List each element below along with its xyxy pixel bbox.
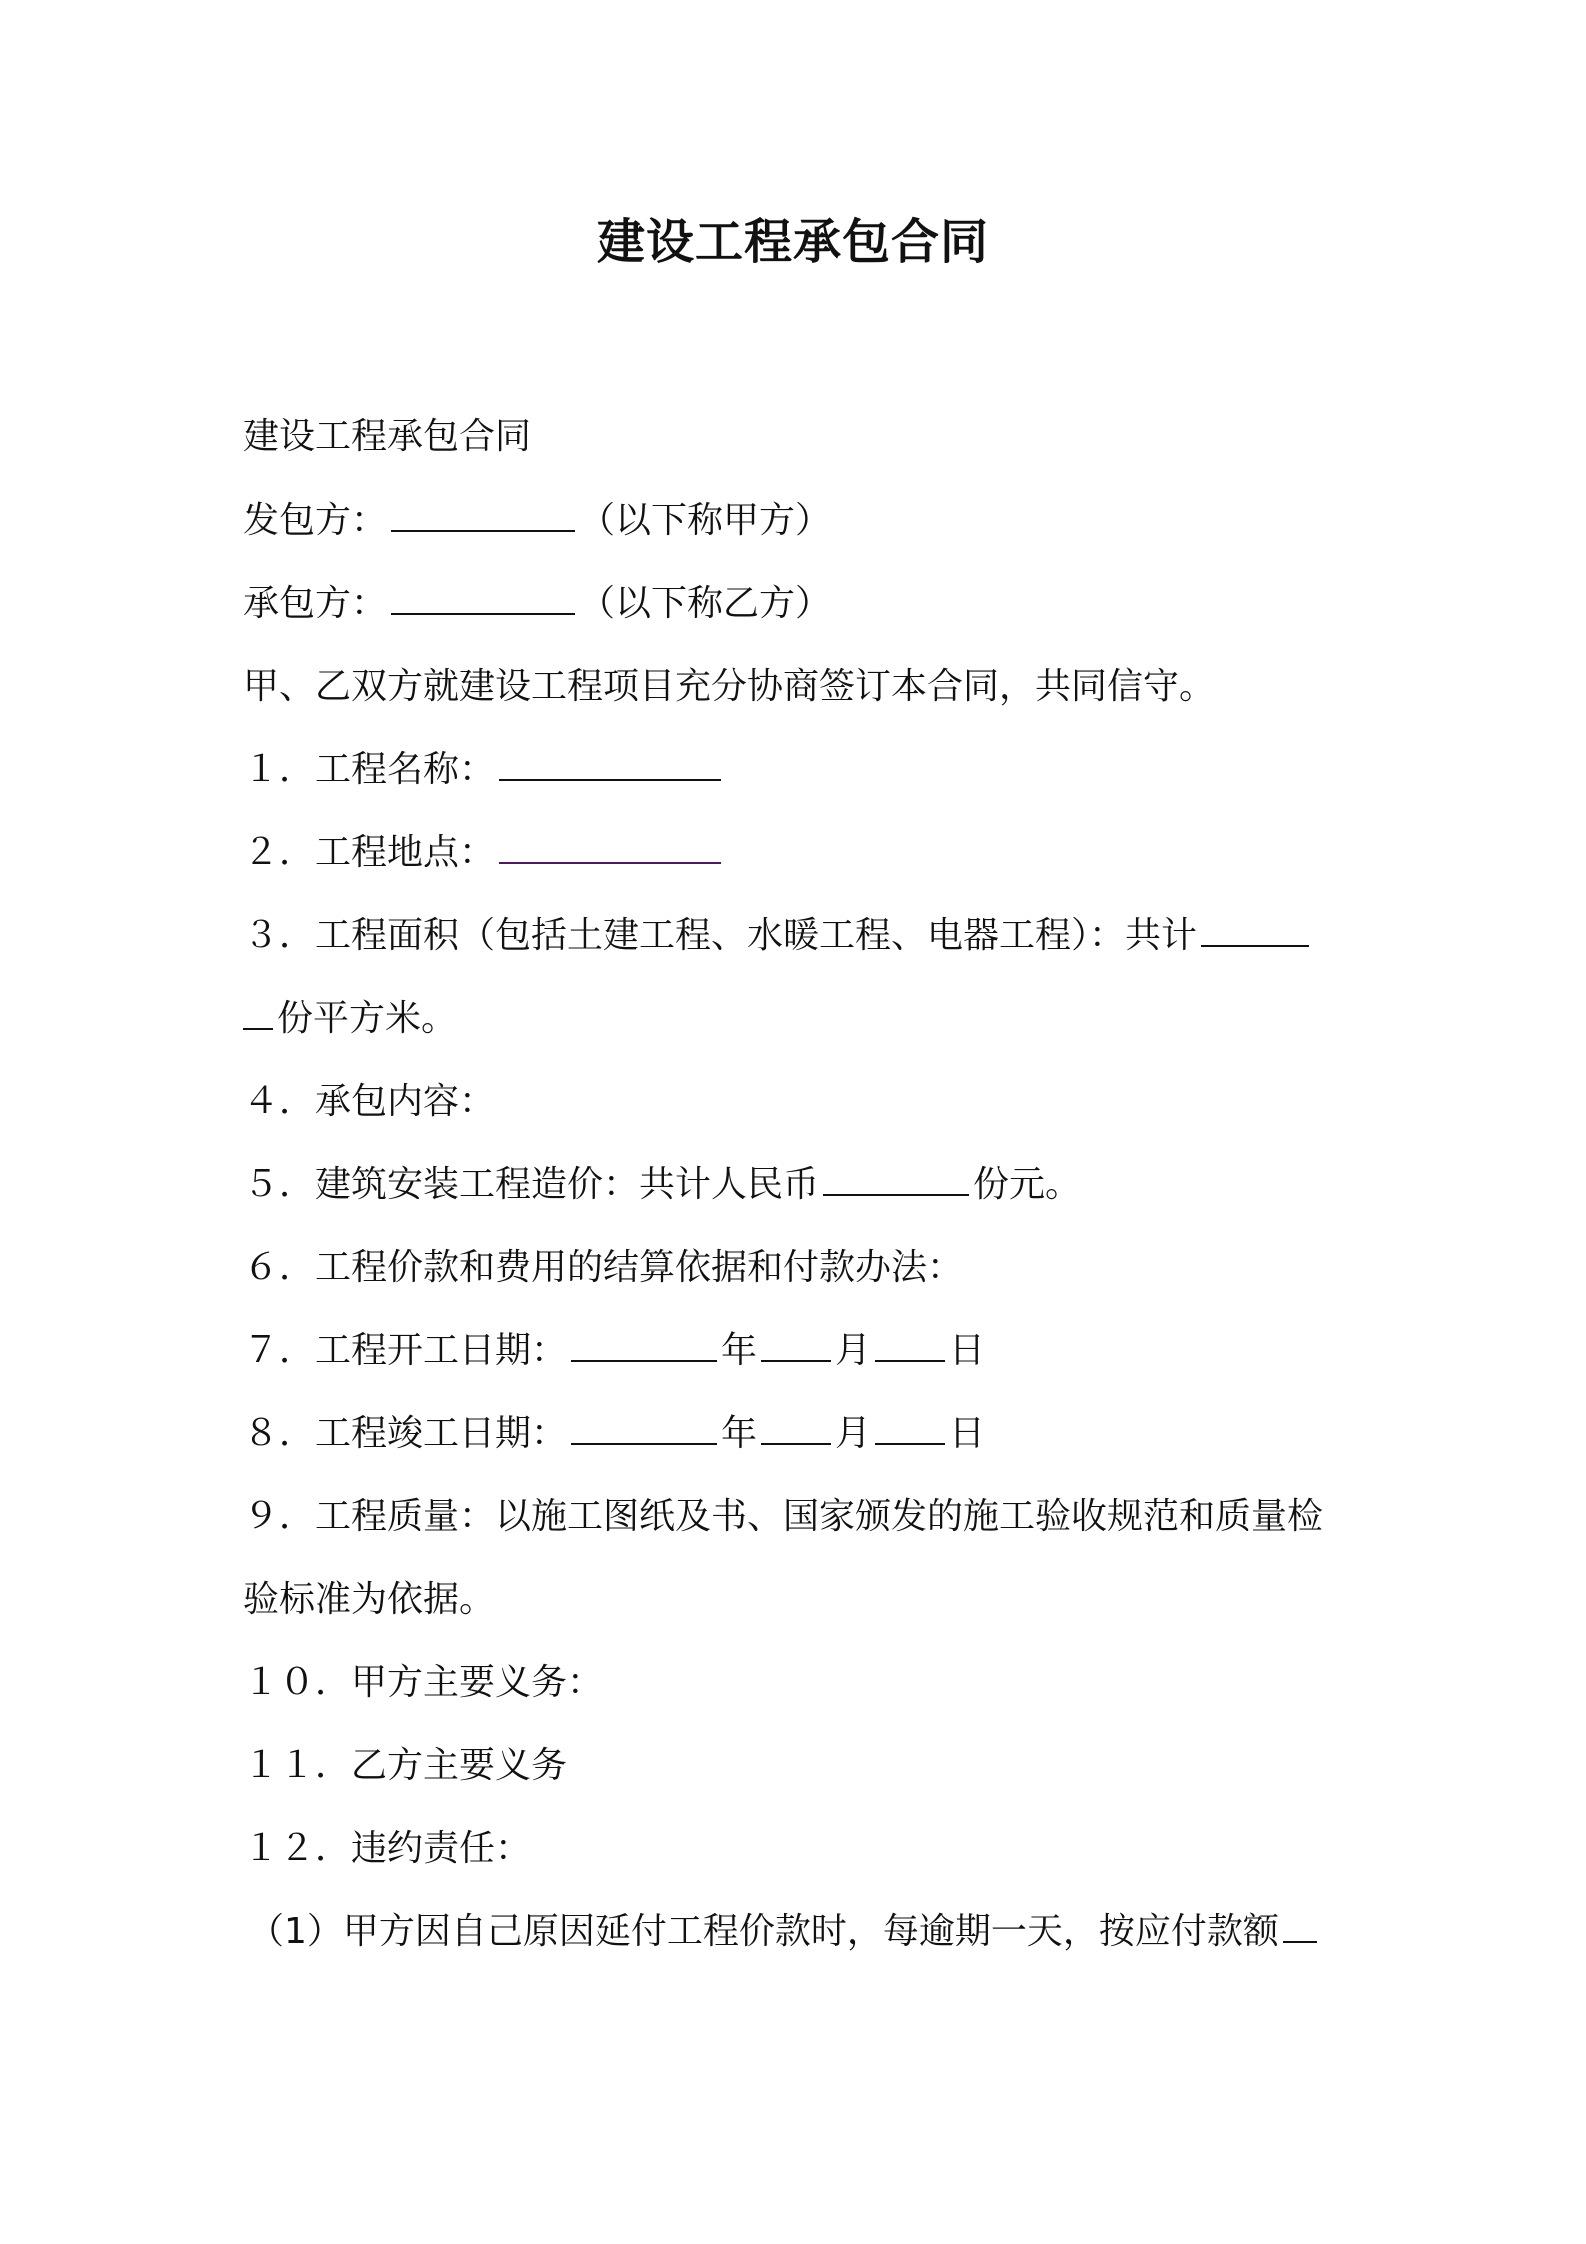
preamble: 甲、乙双方就建设工程项目充分协商签订本合同，共同信守。 [243,666,1216,707]
item-7-month-blank [761,1326,831,1362]
party-a-line [243,496,831,546]
item-5-text: ５．建筑安装工程造价：共计人民币 [243,1164,820,1205]
item-12-1-line [248,1907,1321,1957]
item-7-year: 年 [721,1330,758,1371]
item-9-continued: 验标准为依据。 [243,1579,496,1620]
item-8-year: 年 [721,1413,758,1454]
item-3-blank [1201,911,1309,947]
item-8-label: ８．工程竣工日期： [243,1413,568,1454]
item-12-line: １２．违约责任： [243,1828,532,1869]
item-5-unit: 份元。 [973,1164,1082,1205]
party-a-suffix: （以下称甲方） [579,500,832,541]
item-7-day: 日 [949,1330,986,1371]
item-10-line: １０．甲方主要义务： [243,1662,604,1703]
item-12-1-blank [1283,1907,1317,1943]
item-8-month: 月 [835,1413,872,1454]
item-7-year-blank [571,1326,717,1362]
item-11-line: １１．乙方主要义务 [243,1745,568,1786]
item-2-line [243,828,725,878]
party-a-label: 发包方： [243,500,388,541]
item-7-month: 月 [835,1330,872,1371]
document-title: 建设工程承包合同 [596,214,989,270]
item-3-unit: 份平方米。 [277,998,458,1039]
item-1-label: １．工程名称： [243,749,496,790]
item-7-label: ７．工程开工日期： [243,1330,568,1371]
item-2-blank [499,828,721,864]
item-3-blank-continued [243,994,273,1030]
party-b-line [243,579,831,629]
item-7-line [243,1326,985,1376]
item-5-line [243,1160,1081,1210]
party-a-blank [391,496,575,532]
item-6-line: ６．工程价款和费用的结算依据和付款办法： [243,1247,964,1288]
item-7-day-blank [875,1326,945,1362]
item-4-line: ４．承包内容： [243,1081,496,1122]
item-3-continued [243,994,457,1044]
item-2-label: ２．工程地点： [243,832,496,873]
item-8-day: 日 [949,1413,986,1454]
item-3-text: ３．工程面积（包括土建工程、水暖工程、电器工程）：共计 [243,915,1198,956]
item-1-blank [499,745,721,781]
item-8-day-blank [875,1409,945,1445]
party-b-suffix: （以下称乙方） [579,583,832,624]
item-1-line [243,745,725,795]
party-b-blank [391,579,575,615]
party-b-label: 承包方： [243,583,388,624]
item-8-year-blank [571,1409,717,1445]
item-12-1-text: （1）甲方因自己原因延付工程价款时，每逾期一天，按应付款额 [248,1911,1279,1952]
item-8-line [243,1409,985,1459]
document-heading: 建设工程承包合同 [243,416,532,457]
item-8-month-blank [761,1409,831,1445]
item-5-blank [823,1160,969,1196]
item-9-line: ９．工程质量：以施工图纸及书、国家颁发的施工验收规范和质量检 [243,1496,1324,1537]
item-3-line [243,911,1313,961]
